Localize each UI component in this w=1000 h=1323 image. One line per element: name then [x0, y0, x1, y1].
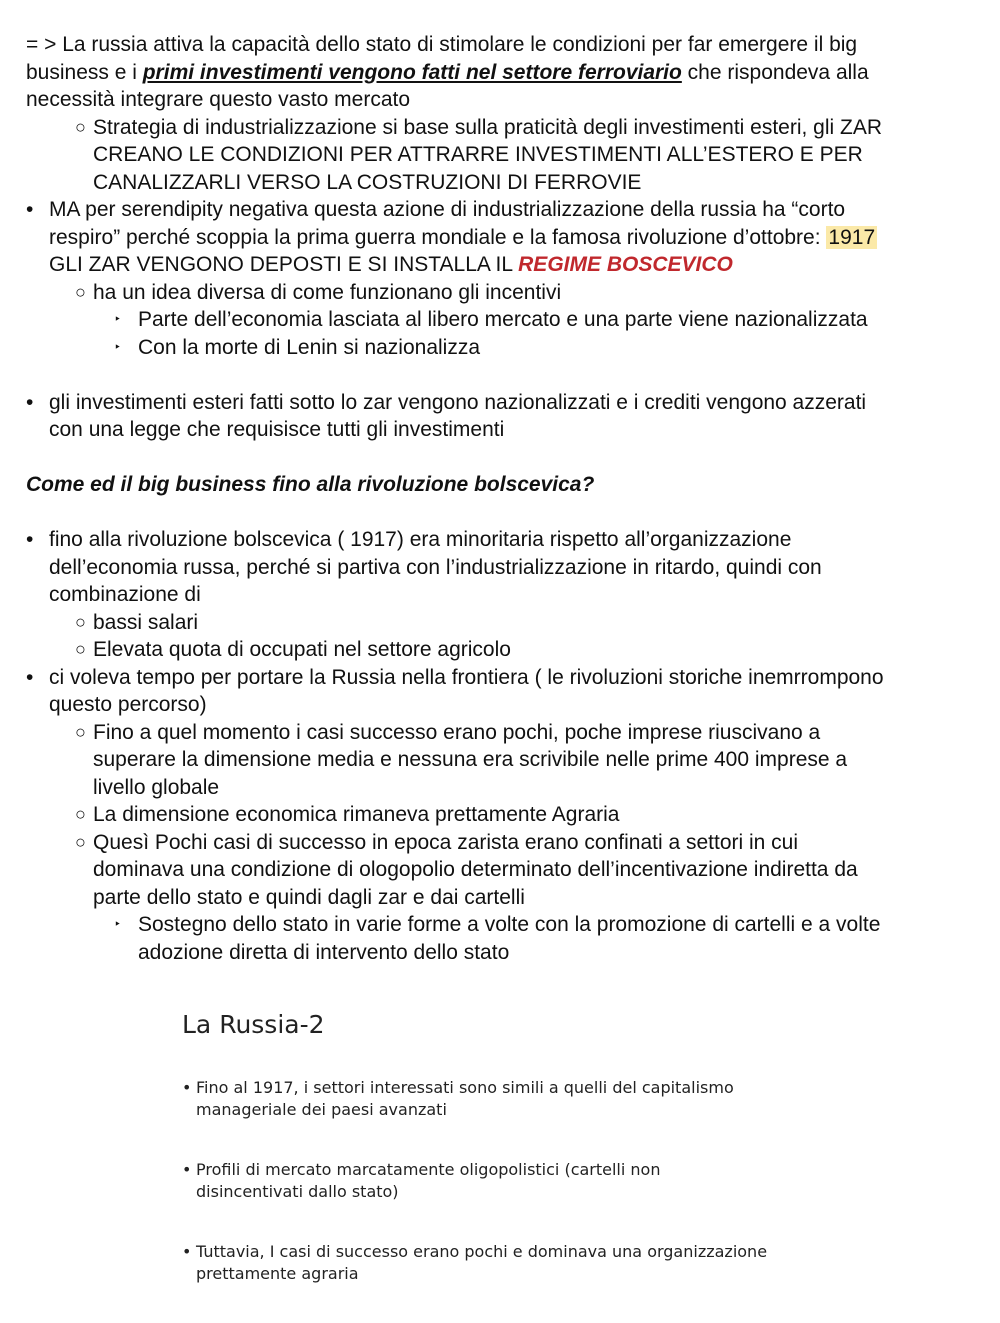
intro-line-2: [26, 59, 976, 87]
sub-sub-bullet: [26, 306, 976, 334]
slide-title: La Russia-2: [182, 1010, 325, 1039]
slide-bullet: [182, 1159, 882, 1203]
bullet-icon: •: [26, 198, 34, 221]
slide-bullet: [182, 1077, 882, 1121]
intro-line-1: = > La russia attiva la capacità dello stato di stimolare le condizioni per far emergere il big: [26, 33, 858, 56]
sub-bullet-text: dominava una condizione di ologopolio determinato dell’incentivazione indiretta da: [93, 858, 858, 881]
sub-bullet: [26, 279, 976, 307]
bullet-text-part: GLI ZAR VENGONO DEPOSTI E SI INSTALLA IL: [49, 253, 519, 276]
bullet: [26, 664, 976, 719]
emphasis-railway-investments: primi investimenti vengono fatti nel settore ferroviario: [142, 60, 682, 84]
sub-bullet: [26, 114, 976, 197]
sub-bullet: [26, 609, 976, 637]
bullet-text-part: respiro” perché scoppia la prima guerra mondiale e la famosa rivoluzione d’ottobre:: [49, 225, 827, 249]
bullet-text: gli investimenti esteri fatti sotto lo zar vengono nazionalizzati e i crediti vengono azzerati: [49, 390, 867, 414]
sub-sub-bullet: [26, 334, 976, 362]
bullet: [26, 389, 976, 444]
slide-bullet: [182, 1241, 882, 1285]
sub-bullet-text: CREANO LE CONDIZIONI PER ATTRARRE INVESTIMENTI ALL’ESTERO E PER: [93, 143, 863, 166]
sub-bullet-text: Fino a quel momento i casi successo erano pochi, poche imprese riuscivano a: [93, 720, 821, 744]
sub-sub-bullet-text: Parte dell’economia lasciata al libero mercato e una parte viene nazionalizzata: [138, 308, 868, 331]
sub-sub-bullet: [26, 911, 976, 966]
sub-bullet: [26, 801, 976, 829]
sub-bullet-text: parte dello stato e quindi dagli zar e dai cartelli: [93, 885, 525, 909]
slide-bullet-line: Profili di mercato marcatamente oligopolistici (cartelli non: [196, 1160, 661, 1179]
bullet: [26, 526, 976, 609]
intro-line-3: necessità integrare questo vasto mercato: [26, 88, 411, 111]
bullet-text: [49, 251, 976, 279]
embedded-slide: [182, 1010, 882, 1323]
circle-bullet-icon: ○: [75, 804, 86, 824]
sub-bullet-text: Strategia di industrializzazione si base sulla praticità degli investimenti esteri, gli ZAR: [93, 115, 883, 139]
sub-sub-bullet-text: Sostegno dello stato in varie forme a volte con la promozione di cartelli e a volte: [138, 913, 881, 936]
emphasis-regime: REGIME BOSCEVICO: [518, 253, 733, 276]
sub-sub-bullet-text: Con la morte di Lenin si nazionalizza: [138, 335, 481, 359]
spacer: [26, 444, 976, 472]
bullet-icon: •: [182, 1160, 192, 1179]
spacer: [26, 499, 976, 527]
slide-bullet-line: Fino al 1917, i settori interessati sono simili a quelli del capitalismo: [196, 1078, 734, 1097]
slide-bullet-line: Tuttavia, I casi di successo erano pochi e dominava una organizzazione: [196, 1242, 768, 1261]
bullet-text: MA per serendipity negativa questa azione di industrializzazione della russia ha “corto: [49, 198, 846, 221]
circle-bullet-icon: ○: [75, 831, 86, 852]
sub-bullet-text: CANALIZZARLI VERSO LA COSTRUZIONI DI FERROVIE: [93, 170, 642, 194]
highlighted-year: 1917: [828, 225, 876, 249]
sub-bullet: [26, 636, 976, 664]
notes-body: [26, 31, 976, 966]
circle-bullet-icon: ○: [75, 639, 86, 659]
bullet-text: combinazione di: [49, 583, 201, 606]
bullet-text: fino alla rivoluzione bolscevica ( 1917) era minoritaria rispetto all’organizzazione: [49, 528, 792, 551]
triangle-bullet-icon: ‣: [114, 312, 122, 326]
circle-bullet-icon: ○: [75, 116, 86, 137]
sub-bullet-text: La dimensione economica rimaneva prettamente Agraria: [93, 803, 620, 826]
triangle-bullet-icon: ‣: [114, 917, 122, 931]
sub-bullet-text: livello globale: [93, 775, 220, 799]
circle-bullet-icon: ○: [75, 721, 86, 742]
sub-bullet-text: Elevata quota di occupati nel settore agricolo: [93, 638, 511, 661]
bullet-icon: •: [26, 665, 34, 689]
spacer: [26, 361, 976, 389]
intro-text: business e i: [26, 60, 143, 84]
slide-bullet-line: prettamente agraria: [196, 1264, 359, 1283]
sub-bullet: [26, 719, 976, 802]
circle-bullet-icon: ○: [75, 611, 86, 632]
sub-bullet: [26, 829, 976, 912]
slide-bullet-line: disincentivati dallo stato): [196, 1182, 399, 1201]
bullet-text: con una legge che requisisce tutti gli investimenti: [49, 418, 505, 441]
slide-bullet-line: manageriale dei paesi avanzati: [196, 1100, 447, 1119]
sub-bullet-text: bassi salari: [93, 610, 199, 634]
bullet-text: ci voleva tempo per portare la Russia nella frontiera ( le rivoluzioni storiche inemrrompono: [49, 665, 884, 689]
bullet-text: dell’economia russa, perché si partiva con l’industrializzazione in ritardo, quindi con: [49, 555, 822, 579]
bullet-text: [49, 224, 976, 252]
bullet-icon: •: [182, 1242, 192, 1261]
bullet-icon: •: [26, 390, 34, 414]
bullet: [26, 196, 976, 279]
bullet-icon: •: [26, 528, 34, 551]
sub-bullet-text: ha un idea diversa di come funzionano gli incentivi: [93, 280, 562, 304]
bullet-icon: •: [182, 1078, 192, 1097]
bullet-text: questo percorso): [49, 693, 207, 716]
intro-text: che rispondeva alla: [681, 60, 869, 84]
sub-bullet-text: superare la dimensione media e nessuna era scrivibile nelle prime 400 imprese a: [93, 748, 848, 771]
circle-bullet-icon: ○: [75, 281, 86, 302]
sub-bullet-text: Quesì Pochi casi di successo in epoca zarista erano confinati a settori in cui: [93, 830, 799, 854]
sub-sub-bullet-text: adozione diretta di intervento dello stato: [138, 940, 510, 964]
section-heading: Come ed il big business fino alla rivoluzione bolscevica?: [26, 473, 595, 496]
triangle-bullet-icon: ‣: [114, 339, 122, 354]
